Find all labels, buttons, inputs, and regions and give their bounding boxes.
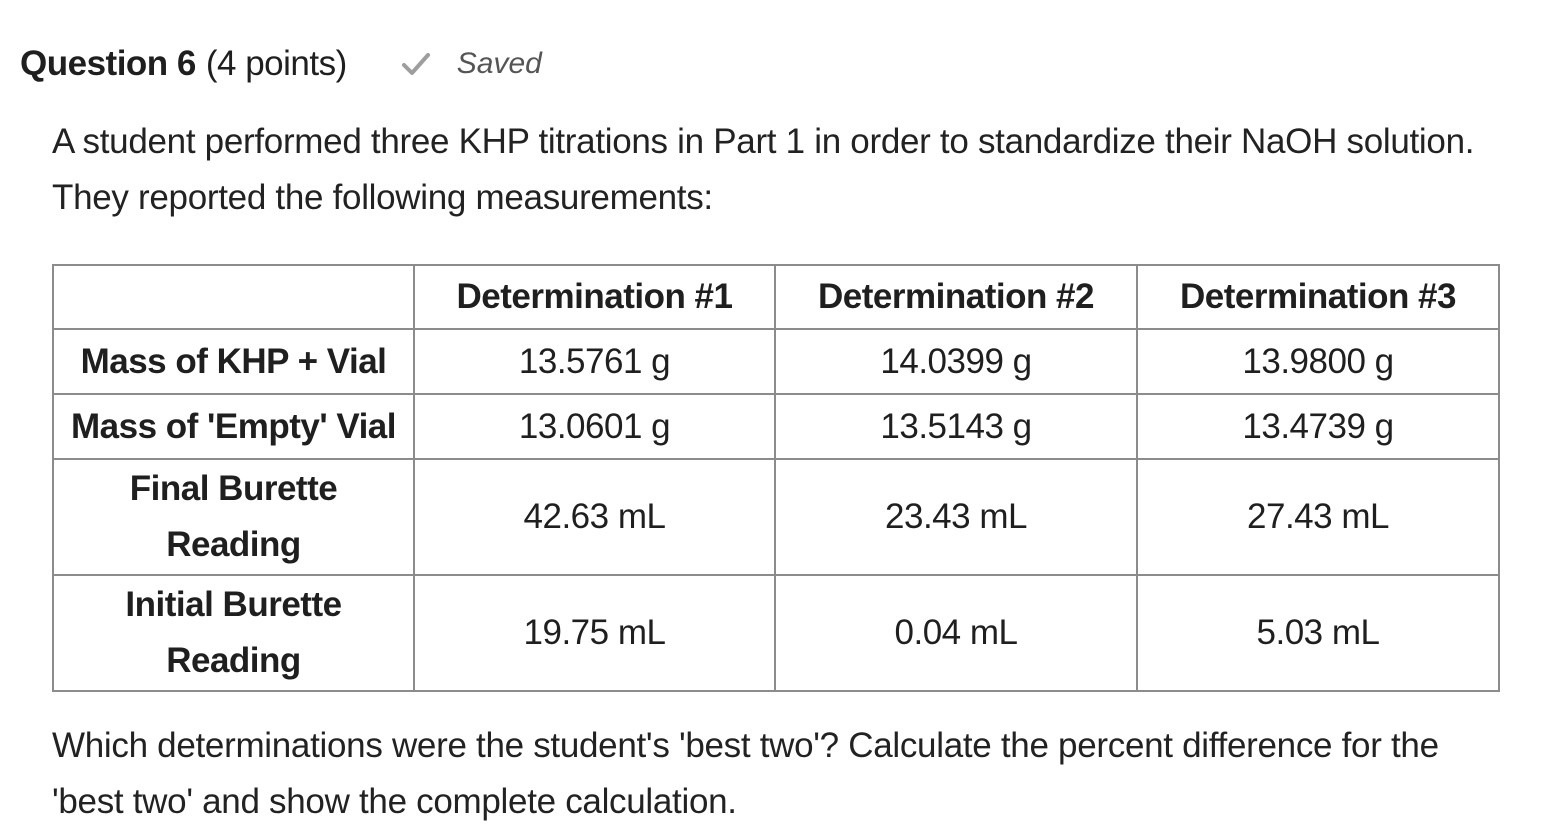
header-determination-1: Determination #1: [414, 265, 775, 329]
row-label: Initial Burette Reading: [53, 575, 414, 691]
table-cell: 23.43 mL: [775, 459, 1137, 575]
table-cell: 13.5143 g: [775, 394, 1137, 459]
question-intro: A student performed three KHP titrations in Part 1 in order to standardize their NaOH solution. They reported the following measurements:: [52, 122, 1475, 217]
saved-label: Saved: [456, 47, 542, 80]
table-cell: 5.03 mL: [1137, 575, 1499, 691]
table-cell: 19.75 mL: [414, 575, 775, 691]
question-points: (4 points): [205, 44, 347, 83]
check-icon: [401, 52, 431, 76]
row-label: Final Burette Reading: [53, 459, 414, 575]
table-cell: 13.0601 g: [414, 394, 775, 459]
table-cell: 13.9800 g: [1137, 329, 1499, 394]
table-row: [53, 575, 1499, 691]
table-row: [53, 329, 1499, 394]
table-row: [53, 394, 1499, 459]
table-cell: 27.43 mL: [1137, 459, 1499, 575]
row-label: Mass of 'Empty' Vial: [53, 394, 414, 459]
saved-status: [401, 47, 542, 81]
table-cell: 13.4739 g: [1137, 394, 1499, 459]
row-label: Mass of KHP + Vial: [53, 329, 414, 394]
question-prompt: Which determinations were the student's 'best two'? Calculate the percent difference for the 'best two' and show the complete calculation.: [52, 726, 1439, 821]
table-cell: 14.0399 g: [775, 329, 1137, 394]
table-header-row: [53, 265, 1499, 329]
question-number: Question 6: [20, 44, 196, 83]
table-row: [53, 459, 1499, 575]
measurements-table: [52, 264, 1500, 692]
table-cell: 13.5761 g: [414, 329, 775, 394]
question-header: [20, 38, 542, 90]
table-cell: 42.63 mL: [414, 459, 775, 575]
header-determination-2: Determination #2: [775, 265, 1137, 329]
header-determination-3: Determination #3: [1137, 265, 1499, 329]
header-empty: [53, 265, 414, 329]
table-cell: 0.04 mL: [775, 575, 1137, 691]
